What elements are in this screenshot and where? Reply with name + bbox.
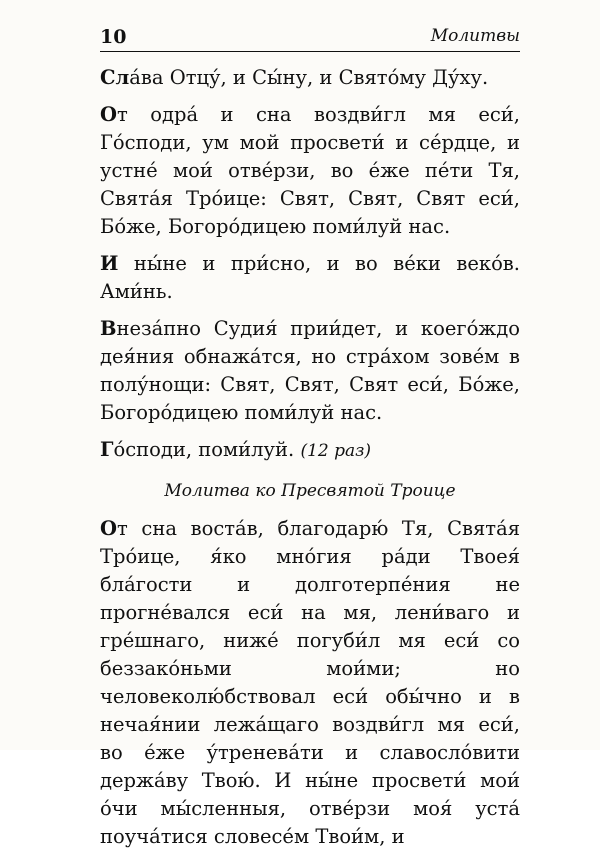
drop-initial: Сл [100,66,130,89]
prayer-paragraph-5 [100,436,520,465]
prayer-paragraph-3 [100,250,520,306]
repeat-count: (12 раз) [300,441,372,461]
page-number: 10 [100,26,127,48]
header-rule [100,51,520,52]
drop-initial: О [100,103,117,126]
page-body [100,64,520,860]
paragraph-text: т одра́ и сна воздви́гл мя еси́, Го́споди, ум мой просвети́ и се́рдце, и устне́ мои́ отве́рзи, во е́же пе́ти Тя, Свята́я Тро́ице: Свят, Свят, Свят еси́, Бо́же, Богоро́дицею поми́луй нас. [100,103,520,238]
drop-initial: В [100,317,117,340]
paragraph-text: а́ва Отцу́, и Сы́ну, и Свято́му Ду́ху. [129,66,489,89]
prayer-paragraph-4 [100,315,520,427]
drop-initial: Г [100,438,114,461]
prayer-paragraph-6 [100,515,520,851]
drop-initial: И [100,252,119,275]
drop-initial: О [100,517,117,540]
prayer-paragraph-2 [100,101,520,241]
paragraph-text: ны́не и при́сно, и во ве́ки веко́в. Ами́нь. [100,252,520,303]
prayer-title: Молитва ко Пресвятой Троице [164,481,456,501]
page-header [100,26,520,54]
paragraph-text: о́споди, поми́луй. [113,438,295,461]
paragraph-text: т сна воста́в, благодарю́ Тя, Свята́я Тро́ице, я́ко мно́гия ра́ди Твоея́ бла́гости и долготерпе́ния не прогне́вался еси́ на мя, лени́ваго и гре́шнаго, ниже́ погуби́л мя еси́ со беззако́ньми мои́ми; но человеколю́бствовал еси́ обы́чно и в нечая́нии лежа́щаго воздви́гл мя еси́, во е́же у́тренева́ти и славосло́вити держа́ву Твою́. И ны́не просвети́ мои́ о́чи мы́сленныя, отве́рзи моя́ уста́ поуча́тися словесе́м Твои́м, и [100,517,520,848]
prayer-paragraph-1 [100,64,520,92]
running-head: Молитвы [430,26,520,46]
paragraph-text: неза́пно Судия́ прии́дет, и коего́ждо дея́ния обнажа́тся, но стра́хом зове́м в полу́нощи: Свят, Свят, Свят еси́, Бо́же, Богоро́дицею поми́луй нас. [100,317,520,424]
